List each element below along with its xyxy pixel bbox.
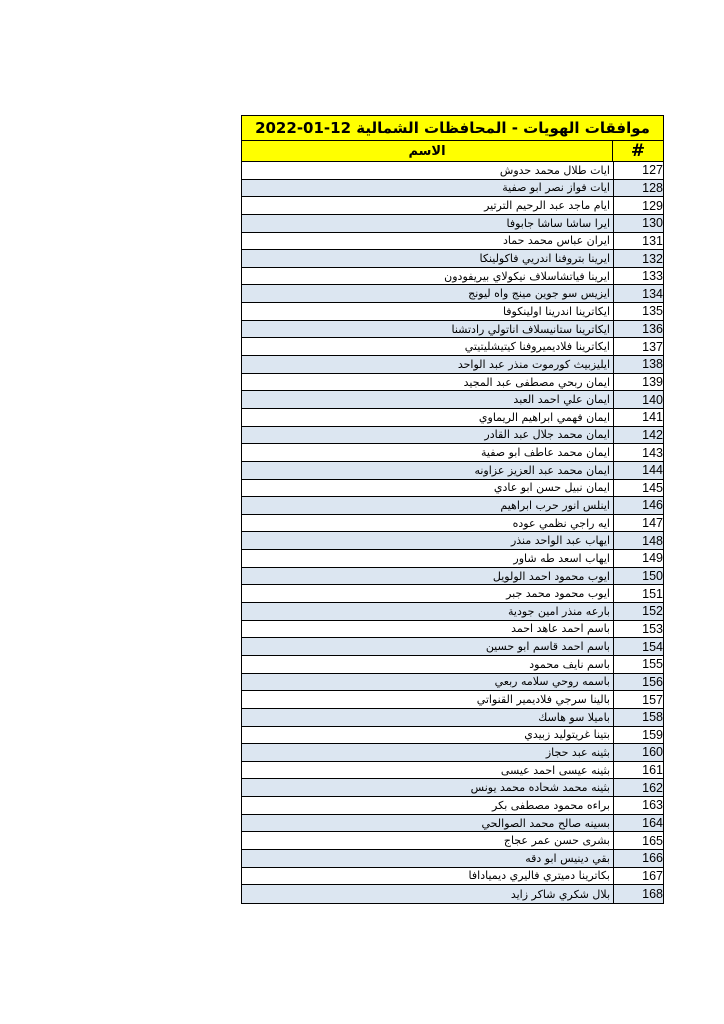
row-number: 154 [613,638,663,655]
row-name: ايكاترينا اندرينا اولينكوفا [502,304,610,318]
table-row [242,674,663,692]
row-number: 147 [613,515,663,532]
table-row [242,250,663,268]
sheet-title [242,116,663,141]
row-number: 143 [613,444,663,461]
row-number: 155 [613,656,663,673]
header-row [242,141,663,162]
row-number: 133 [613,268,663,285]
row-number: 148 [613,532,663,549]
row-name: ايمان فهمي ابراهيم الريماوي [478,410,610,424]
row-number: 134 [613,285,663,302]
approvals-table [241,115,664,904]
table-row [242,744,663,762]
row-number: 137 [613,338,663,355]
row-number: 161 [613,762,663,779]
table-row [242,779,663,797]
row-name: ايه راجي نظمي عوده [512,516,610,530]
row-name: ايام ماجد عبد الرحيم الترتير [484,199,610,213]
column-header-name: الاسم [408,143,446,159]
table-row [242,180,663,198]
row-name: ايمان نبيل حسن ابو عادي [493,481,610,495]
row-name: بشرى حسن عمر عجاج [503,834,610,848]
row-number: 142 [613,427,663,444]
table-row [242,621,663,639]
row-name: ايرينا فياتشاسلاف نيكولاي بيريفودون [444,269,610,283]
row-number: 139 [613,374,663,391]
row-name: بكاترينا دميتري فاليري ديميادافا [468,869,610,883]
row-number: 140 [613,391,663,408]
row-name: باسم احمد عاهد احمد [511,622,610,636]
table-row [242,338,663,356]
row-number: 167 [613,868,663,885]
row-number: 141 [613,409,663,426]
table-row [242,727,663,745]
row-number: 153 [613,621,663,638]
table-row [242,832,663,850]
row-number: 151 [613,585,663,602]
row-number: 128 [613,180,663,197]
table-row [242,268,663,286]
table-row [242,868,663,886]
table-body [242,162,663,903]
row-name: ايوب محمود محمد جبر [506,587,610,601]
row-name: ايليزبيث كورموت منذر عبد الواحد [242,356,613,373]
row-number: 165 [613,832,663,849]
row-number: 149 [613,550,663,567]
table-row [242,797,663,815]
table-row [242,638,663,656]
table-row [242,568,663,586]
table-row [242,762,663,780]
row-number: 131 [613,233,663,250]
row-number: 144 [613,462,663,479]
row-number: 152 [613,603,663,620]
row-name: براءه محمود مصطفى بكر [492,798,610,812]
row-name: ايرينا بتروفنا اندريي فاكولينكا [242,250,613,267]
row-name: ايمان ربحي مصطفى عبد المجيد [463,375,610,389]
row-number: 159 [613,727,663,744]
table-row [242,550,663,568]
table-row [242,285,663,303]
row-number: 127 [613,162,663,179]
row-number: 135 [613,303,663,320]
table-row [242,427,663,445]
table-row [242,321,663,339]
row-name: ايكاترينا ستانيسلاف اناتولي رادتشنا [242,321,613,338]
table-row [242,391,663,409]
row-number: 162 [613,779,663,796]
row-number: 132 [613,250,663,267]
row-name: بتينا غريتوليد زبيدي [524,728,610,742]
table-row [242,656,663,674]
row-number: 150 [613,568,663,585]
row-name: ايات طلال محمد حدوش [499,163,610,177]
row-number: 157 [613,691,663,708]
row-name: بثينه عبد حجاز [242,744,613,761]
table-row [242,515,663,533]
table-row [242,356,663,374]
row-name: ايهاب اسعد طه شاور [513,551,610,565]
table-row [242,374,663,392]
row-name: باميلا سو هاسك [242,709,613,726]
row-number: 136 [613,321,663,338]
row-name: ايمان محمد عاطف ابو صفية [481,446,610,460]
row-name: بثينه محمد شحاده محمد يونس [242,779,613,796]
row-number: 160 [613,744,663,761]
table-row [242,532,663,550]
column-header-number: # [612,141,663,161]
table-row [242,462,663,480]
row-name: ايوب محمود احمد الولويل [242,568,613,585]
row-name: باسم نايف محمود [529,657,610,671]
row-name: ايمان علي احمد العبد [242,391,613,408]
row-number: 138 [613,356,663,373]
row-name: بقي دينيس ابو دقه [242,850,613,867]
row-name: ايرا ساشا ساشا جابوفا [242,215,613,232]
row-name: باسمه روحي سلامه ربعي [242,674,613,691]
table-row [242,603,663,621]
row-name: باسم احمد قاسم ابو حسين [242,638,613,655]
row-number: 145 [613,480,663,497]
table-row [242,303,663,321]
row-name: اينلس انور حرب ابراهيم [242,497,613,514]
table-row [242,585,663,603]
row-number: 168 [613,885,663,903]
row-number: 163 [613,797,663,814]
row-number: 156 [613,674,663,691]
table-row [242,815,663,833]
table-row [242,409,663,427]
table-row [242,162,663,180]
row-name: بارعه منذر امين جودية [242,603,613,620]
table-row [242,691,663,709]
table-row [242,709,663,727]
row-name: ايكاترينا فلاديميروفنا كيتيشليتيتي [464,340,610,354]
table-row [242,480,663,498]
row-number: 129 [613,197,663,214]
row-name: ايزيس سو جوين مينج واه ليونج [242,285,613,302]
table-row [242,215,663,233]
row-name: بسينه صالح محمد الصوالحي [242,815,613,832]
row-name: ايمان محمد عبد العزيز عزاونه [242,462,613,479]
row-name: ايمان محمد جلال عبد القادر [242,427,613,444]
row-name: بالينا سرجي فلاديمير القنواتي [476,693,610,707]
row-name: بلال شكري شاكر زايد [242,885,613,903]
row-number: 130 [613,215,663,232]
table-row [242,233,663,251]
table-row [242,885,663,903]
row-number: 146 [613,497,663,514]
row-name: ايران عباس محمد حماد [502,234,610,248]
row-number: 164 [613,815,663,832]
row-name: بثينه عيسى احمد عيسى [500,763,610,777]
table-row [242,850,663,868]
row-name: ايهاب عبد الواحد منذر [242,532,613,549]
row-number: 158 [613,709,663,726]
row-number: 166 [613,850,663,867]
sheet-title-text: موافقات الهويات - المحافظات الشمالية 12-01-2022 [255,119,650,137]
table-row [242,197,663,215]
row-name: ايات فواز نصر ابو صفية [242,180,613,197]
table-row [242,444,663,462]
table-row [242,497,663,515]
